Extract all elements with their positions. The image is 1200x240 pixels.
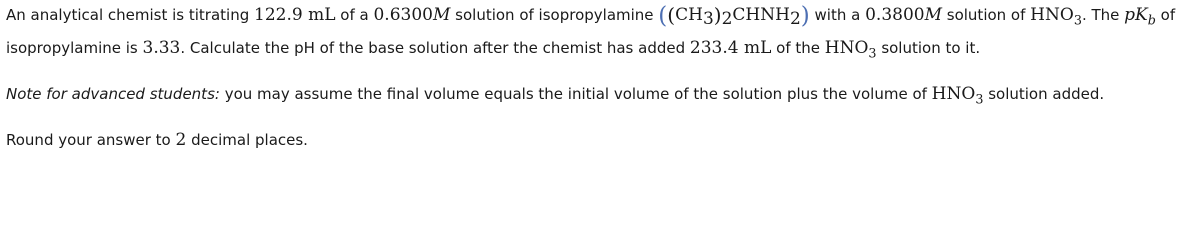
- nitric-acid-formula: [931, 84, 984, 108]
- nitric-acid-formula: [824, 38, 877, 62]
- base-concentration-value: 0.6300: [373, 5, 433, 25]
- isopropylamine-formula: [658, 3, 810, 29]
- formula-chnh: CHNH: [732, 5, 790, 25]
- note-label: Note for advanced students:: [6, 85, 220, 103]
- pkb-symbol: [1124, 5, 1156, 29]
- base-volume-value: 122.9: [254, 5, 303, 25]
- text: Round your answer to: [6, 131, 176, 149]
- formula-sub-3: 3: [702, 9, 714, 29]
- molar-unit: M: [432, 5, 451, 25]
- outer-right-paren: ): [800, 3, 810, 29]
- acid-concentration-value: 0.3800: [865, 5, 925, 25]
- formula-hno: HNO: [1030, 5, 1074, 25]
- decimal-places-value: 2: [175, 130, 187, 150]
- note-line: [6, 84, 1104, 107]
- text: solution to it.: [876, 39, 981, 57]
- formula-sub-2: 2: [721, 9, 733, 29]
- added-volume-unit: mL: [743, 38, 772, 58]
- added-volume: [690, 38, 772, 58]
- formula-sub-3: 3: [1073, 13, 1082, 29]
- problem-line-1: [6, 3, 1175, 29]
- pkb-sub-b: b: [1147, 13, 1156, 29]
- text: solution added.: [983, 85, 1105, 103]
- base-concentration: [373, 5, 450, 25]
- text: decimal places.: [186, 131, 308, 149]
- molar-unit: M: [924, 5, 942, 25]
- formula-ch: CH: [675, 5, 703, 25]
- inner-right-paren: ): [713, 3, 722, 27]
- text: of a: [335, 6, 374, 24]
- text: solution of: [942, 6, 1031, 24]
- text: An analytical chemist is titrating: [6, 6, 255, 24]
- nitric-acid-formula: [1030, 5, 1082, 29]
- text: . Calculate the pH of the base solution after the chemist has added: [180, 39, 690, 57]
- formula-sub-3: 3: [868, 46, 877, 62]
- added-volume-value: 233.4: [689, 38, 739, 58]
- pkb-k: K: [1135, 5, 1148, 25]
- text: isopropylamine is: [6, 39, 143, 57]
- problem-line-2: [6, 38, 980, 61]
- rounding-instruction: [6, 130, 308, 150]
- formula-sub-3: 3: [975, 92, 984, 108]
- outer-left-paren: (: [658, 3, 668, 29]
- text: . The: [1081, 6, 1125, 24]
- text: with a: [809, 6, 866, 24]
- inner-left-paren: (: [667, 3, 676, 27]
- acid-concentration: [865, 5, 942, 25]
- pkb-value: 3.33: [142, 38, 181, 58]
- text: you may assume the final volume equals the initial volume of the solution plus the volume of: [219, 85, 932, 103]
- formula-sub-2b: 2: [789, 9, 801, 29]
- formula-hno: HNO: [824, 38, 869, 58]
- base-volume: [254, 5, 336, 25]
- pkb-p: p: [1124, 5, 1136, 25]
- text: of the: [771, 39, 825, 57]
- text: of: [1155, 6, 1176, 24]
- text: solution of isopropylamine: [450, 6, 659, 24]
- base-volume-unit: mL: [308, 5, 336, 25]
- formula-hno: HNO: [931, 84, 976, 104]
